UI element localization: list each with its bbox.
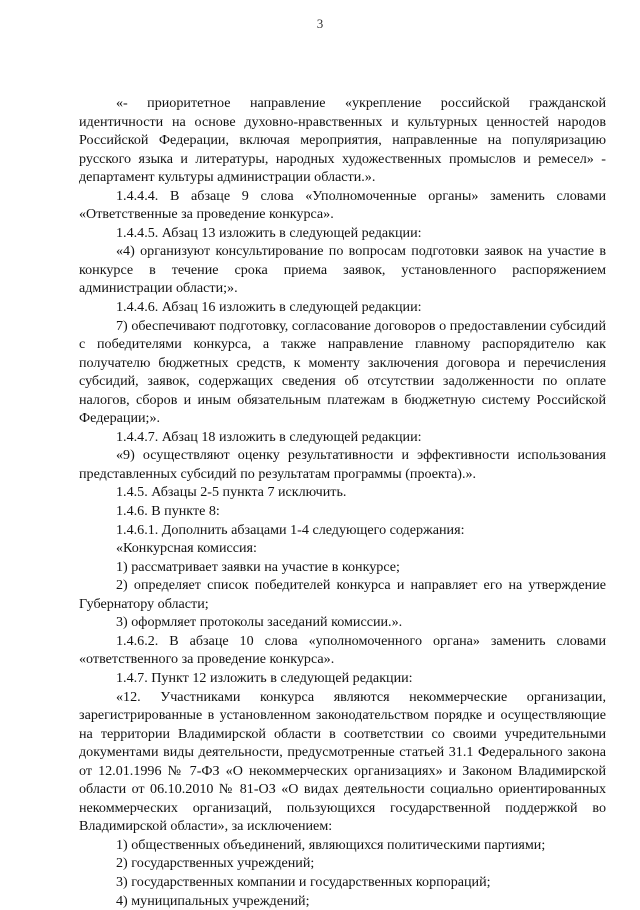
- paragraph-1-4-4-4: 1.4.4.4. В абзаце 9 слова «Уполномоченные органы» заменить словами «Ответственные за проведение конкурса».: [79, 187, 606, 223]
- paragraph-item-9: «9) осуществляют оценку результативности и эффективности использования представленных субсидий по результатам программы (проекта).».: [79, 447, 606, 482]
- paragraph-item-7: 7) обеспечивают подготовку, согласование договоров о предоставлении субсидий с победителями конкурса, а также направление главному распорядителю как получателю бюджетных средств, к моменту заключения договора и перечисления субсидий, заявок, содержащих сведения об отсутствии задолженности по оплате налогов, сборов и иным обязательным платежам в бюджетную систему Российской Федерации;».: [79, 317, 606, 427]
- paragraph-exclusion-1: 1) общественных объединений, являющихся политическими партиями;: [116, 836, 546, 853]
- document-body: [79, 94, 606, 910]
- paragraph-1-4-4-7: 1.4.4.7. Абзац 18 изложить в следующей редакции:: [116, 428, 422, 445]
- paragraph-exclusion-4: 4) муниципальных учреждений;: [116, 892, 310, 909]
- paragraph-priority-direction: «- приоритетное направление «укрепление российской гражданской идентичности на основе духовно-нравственных и культурных ценностей народов Российской Федерации, включая мероприятия, направленные на популяризацию русского языка и литературы, народных художественных промыслов и ремесел» - департамент культуры администрации области.».: [79, 95, 606, 186]
- paragraph-commission-item-2: 2) определяет список победителей конкурса и направляет его на утверждение Губернатору области;: [79, 577, 606, 612]
- paragraph-commission-item-1: 1) рассматривает заявки на участие в конкурсе;: [116, 558, 400, 575]
- paragraph-exclusion-2: 2) государственных учреждений;: [116, 855, 315, 872]
- paragraph-commission-heading: «Конкурсная комиссия:: [116, 540, 257, 557]
- paragraph-1-4-4-5: 1.4.4.5. Абзац 13 изложить в следующей редакции:: [116, 224, 422, 241]
- paragraph-item-12: «12. Участниками конкурса являются некоммерческие организации, зарегистрированные в установленном законодательством порядке и осуществляющие на территории Владимирской области в соответствии со своими учредительными документами виды деятельности, предусмотренные статьей 31.1 Федерального закона от 12.01.1996 № 7-ФЗ «О некоммерческих организациях» и Законом Владимирской области от 06.10.2010 № 81-ОЗ «О видах деятельности социально ориентированных некоммерческих организаций, пользующихся государственной поддержкой во Владимирской области», за исключением:: [79, 688, 606, 835]
- paragraph-1-4-6: 1.4.6. В пункте 8:: [116, 503, 220, 520]
- page-number: 3: [316, 16, 324, 31]
- paragraph-1-4-6-1: 1.4.6.1. Дополнить абзацами 1-4 следующего содержания:: [116, 521, 465, 538]
- paragraph-1-4-7: 1.4.7. Пункт 12 изложить в следующей редакции:: [116, 669, 413, 686]
- paragraph-1-4-4-6: 1.4.4.6. Абзац 16 изложить в следующей редакции:: [116, 299, 422, 316]
- paragraph-exclusion-3: 3) государственных компании и государственных корпораций;: [116, 873, 491, 890]
- paragraph-1-4-6-2: 1.4.6.2. В абзаце 10 слова «уполномоченного органа» заменить словами «ответственного за проведение конкурса».: [79, 632, 606, 668]
- paragraph-commission-item-3: 3) оформляет протоколы заседаний комиссии.».: [116, 614, 403, 631]
- paragraph-item-4: «4) организуют консультирование по вопросам подготовки заявок на участие в конкурсе в течение срока приема заявок, установленного распоряжением администрации области;».: [79, 243, 606, 297]
- paragraph-1-4-5: 1.4.5. Абзацы 2-5 пункта 7 исключить.: [116, 484, 347, 501]
